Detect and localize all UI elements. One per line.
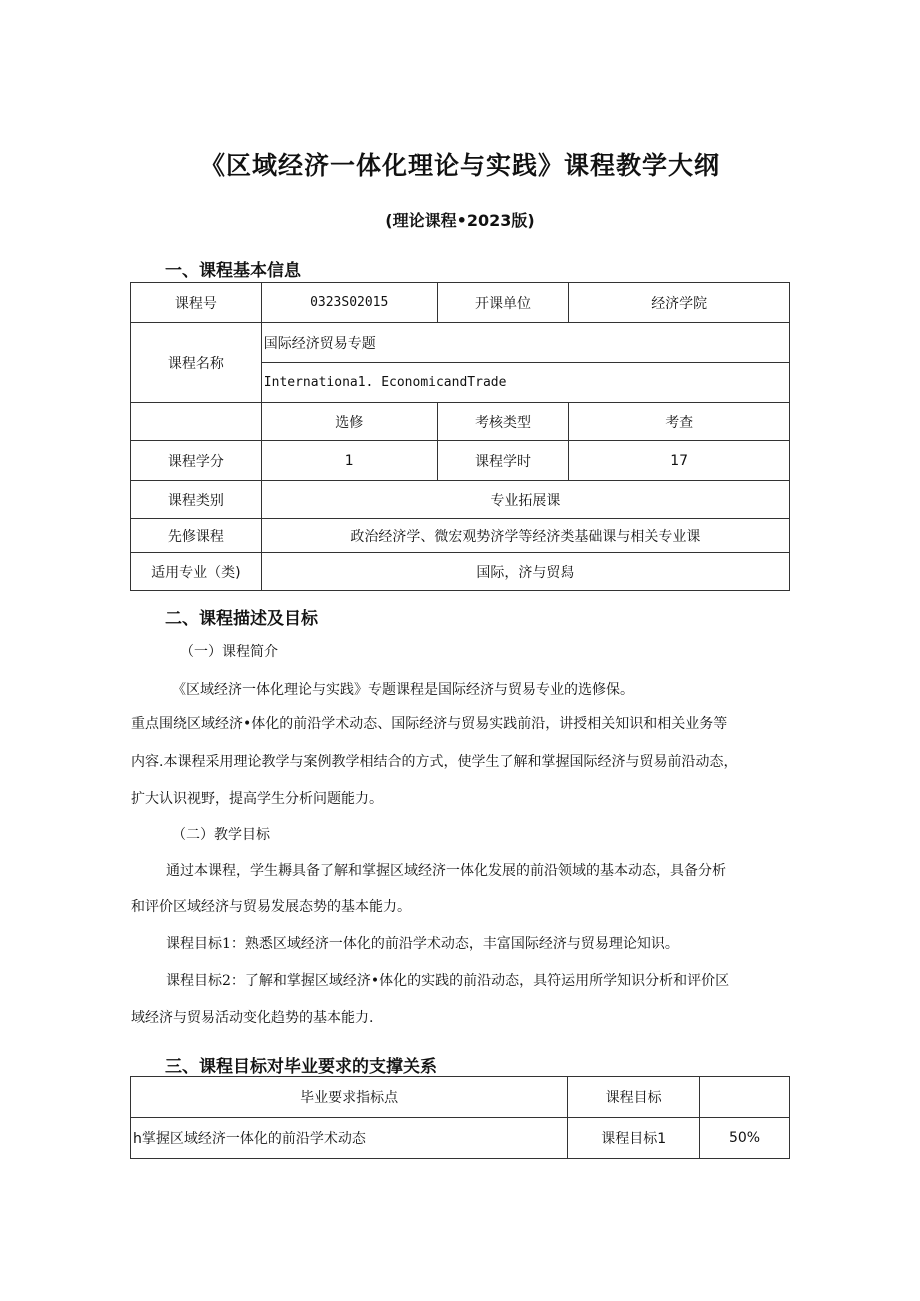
course-code: 0323S02015 <box>261 283 437 323</box>
goal-line-1: 通过本课程，学生耨具备了解和掌握区域经济一体化发展的前沿领域的基本动态，具备分析 <box>166 863 726 879</box>
section2-heading: 二、课程描述及目标 <box>165 609 318 629</box>
dept: 经济学院 <box>569 283 790 323</box>
col-header-weight <box>700 1077 790 1118</box>
objective-cell: 课程目标1 <box>568 1118 700 1159</box>
section1-heading: 一、课程基本信息 <box>165 261 301 281</box>
category-label: 课程类别 <box>131 481 262 519</box>
course-nature: 选修 <box>261 403 437 441</box>
major-label: 适用专业（类) <box>131 553 262 591</box>
col-header-objective: 课程目标 <box>568 1077 700 1118</box>
intro-line-1: 《区域经济一体化理论与实践》专题课程是国际经济与贸易专业的选修保。 <box>172 682 634 698</box>
major-value: 国际，济与贸舄 <box>261 553 789 591</box>
intro-line-4: 扩大认识视野，提高学生分析问题能力。 <box>131 791 383 807</box>
prereq-label: 先修课程 <box>131 519 262 553</box>
weight-cell: 50% <box>700 1118 790 1159</box>
credit-value: 1 <box>261 441 437 481</box>
course-name-cn: 国际经济贸易专题 <box>261 323 789 363</box>
col-header-requirement: 毕业要求指标点 <box>131 1077 568 1118</box>
basic-info-table <box>130 282 790 591</box>
document-subtitle: (理论课程•2023版) <box>385 211 535 230</box>
credit-label: 课程学分 <box>131 441 262 481</box>
hours-value: 17 <box>569 441 790 481</box>
subheading-goals: （二）教学目标 <box>172 827 270 843</box>
objective-1: 课程目标1：熟悉区域经济一体化的前沿学术动态，丰富国际经济与贸易理论知识。 <box>166 936 679 952</box>
support-table <box>130 1076 790 1159</box>
exam-type-label: 考核类型 <box>437 403 569 441</box>
document-title: 《区域经济一体化理论与实践》课程教学大纲 <box>199 151 720 180</box>
requirement-cell: h掌握区域经济一体化的前沿学术动态 <box>131 1118 568 1159</box>
dept-label: 开课单位 <box>437 283 569 323</box>
objective-2-line-1: 课程目标2：了解和掌握区域经济•体化的实践的前沿动态，具符运用所学知识分析和评价区 <box>166 973 730 989</box>
table-row <box>131 1118 790 1159</box>
name-label: 课程名称 <box>131 323 262 403</box>
prereq-value: 政治经济学、微宏观势济学等经济类基础课与相关专业课 <box>261 519 789 553</box>
intro-line-3: 内容.本课程采用理论教学与案例教学相结合的方式，使学生了解和掌握国际经济与贸易前沿动态， <box>131 754 738 770</box>
hours-label: 课程学时 <box>437 441 569 481</box>
course-code-label: 课程号 <box>131 283 262 323</box>
empty-cell <box>131 403 262 441</box>
intro-line-2: 重点围绕区域经济•体化的前沿学术动态、国际经济与贸易实践前沿，讲授相关知识和相关业务等 <box>131 716 728 732</box>
category-value: 专业拓展课 <box>261 481 789 519</box>
subheading-intro: （一）课程简介 <box>180 644 278 660</box>
section3-heading: 三、课程目标对毕业要求的支撑关系 <box>165 1057 437 1077</box>
goal-line-2: 和评价区域经济与贸易发展态势的基本能力。 <box>131 899 411 915</box>
exam-type: 考查 <box>569 403 790 441</box>
course-name-en: Internationa1. EconomicandTrade <box>261 363 789 403</box>
objective-2-line-2: 域经济与贸易活动变化趋势的基本能力. <box>131 1010 374 1026</box>
